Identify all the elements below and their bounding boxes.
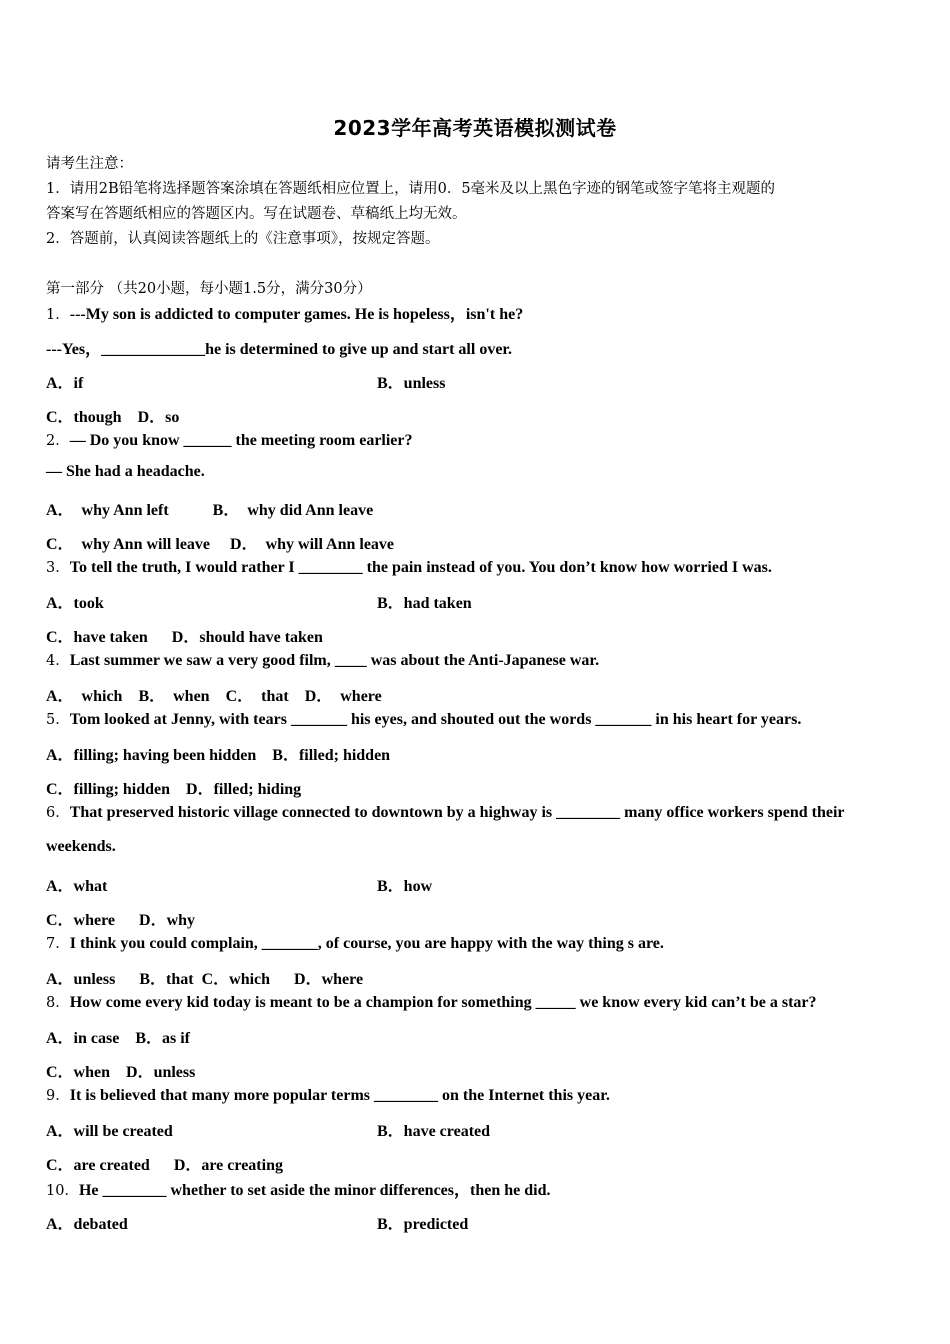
question-stem: How come every kid today is meant to be a champion for something _____ we know every kid can’t be a star? [69, 994, 817, 1011]
question-2-options-ab: A． why Ann left B． why did Ann leave [46, 502, 374, 519]
section-heading: 第一部分 （共20小题，每小题1.5分，满分30分） [46, 281, 372, 297]
question-7-options: A．unless B．that C．which D．where [46, 971, 364, 988]
question-6-line-2: weekends. [46, 838, 116, 855]
notice-heading: 请考生注意： [46, 156, 133, 172]
question-4-options: A． which B． when C． that D． where [46, 688, 382, 705]
question-number: 8． [46, 995, 70, 1011]
question-2-options-cd: C． why Ann will leave D． why will Ann leave [46, 536, 395, 553]
question-3 [46, 556, 772, 577]
question-2-line-2: — She had a headache. [46, 463, 205, 480]
question-1-options-cd: C．though D．so [46, 409, 180, 426]
question-3-option-a: A．took [46, 595, 104, 612]
question-stem: — Do you know ______ the meeting room earlier? [69, 432, 413, 449]
question-9-option-b: B．have created [377, 1123, 491, 1140]
question-stem: To tell the truth, I would rather I ________ the pain instead of you. You don’t know how worried I was. [69, 559, 772, 576]
question-stem: He ________ whether to set aside the minor differences，then he did. [78, 1182, 551, 1199]
question-1-option-a: A．if [46, 375, 84, 392]
question-1 [46, 301, 523, 324]
question-8 [46, 991, 817, 1012]
question-number: 5． [46, 712, 70, 728]
question-number: 2． [46, 433, 70, 449]
question-10-option-a: A．debated [46, 1216, 128, 1233]
question-stem: That preserved historic village connected to downtown by a highway is ________ many office workers spend their [69, 804, 845, 821]
question-3-options-cd: C．have taken D．should have taken [46, 629, 323, 646]
question-6-option-a: A．what [46, 878, 108, 895]
question-6-option-b: B．how [377, 878, 433, 895]
question-number: 4． [46, 653, 70, 669]
question-5-options-cd: C．filling; hidden D．filled; hiding [46, 781, 302, 798]
question-2 [46, 429, 413, 450]
question-8-options-ab: A．in case B．as if [46, 1030, 191, 1047]
question-number: 7． [46, 936, 70, 952]
question-stem: I think you could complain, _______, of course, you are happy with the way thing s are. [69, 935, 664, 952]
notice-line-3: 2．答题前，认真阅读答题纸上的《注意事项》，按规定答题。 [46, 231, 440, 247]
question-6-options-cd: C．where D．why [46, 912, 196, 929]
question-number: 9． [46, 1088, 70, 1104]
question-stem: Tom looked at Jenny, with tears _______ his eyes, and shouted out the words _______ in his heart for years. [69, 711, 802, 728]
notice-line-1: 1．请用2B铅笔将选择题答案涂填在答题纸相应位置上，请用0．5毫米及以上黑色字迹的钢笔或签字笔将主观题的 [46, 181, 776, 197]
question-1-line-2: ---Yes，_____________he is determined to give up and start all over. [46, 341, 513, 358]
question-stem: ---My son is addicted to computer games. He is hopeless，isn't he? [69, 306, 524, 323]
question-10-option-b: B．predicted [377, 1216, 469, 1233]
question-3-option-b: B．had taken [377, 595, 472, 612]
page-title: 2023学年高考英语模拟测试卷 [333, 116, 617, 140]
question-5 [46, 708, 801, 729]
question-9-option-a: A．will be created [46, 1123, 173, 1140]
question-stem: Last summer we saw a very good film, ____ was about the Anti-Japanese war. [69, 652, 600, 669]
question-number: 1． [46, 307, 70, 323]
question-number: 3． [46, 560, 70, 576]
question-9-options-cd: C．are created D．are creating [46, 1157, 283, 1174]
question-number: 10． [46, 1183, 79, 1199]
question-number: 6． [46, 805, 70, 821]
notice-line-2: 答案写在答题纸相应的答题区内。写在试题卷、草稿纸上均无效。 [46, 206, 467, 222]
question-stem: It is believed that many more popular terms ________ on the Internet this year. [69, 1087, 610, 1104]
question-10 [46, 1177, 550, 1200]
question-6 [46, 801, 845, 822]
question-7 [46, 932, 664, 953]
question-5-options-ab: A．filling; having been hidden B．filled; hidden [46, 747, 391, 764]
question-1-option-b: B．unless [377, 375, 446, 392]
question-4 [46, 649, 599, 670]
question-9 [46, 1084, 610, 1105]
question-8-options-cd: C．when D．unless [46, 1064, 196, 1081]
